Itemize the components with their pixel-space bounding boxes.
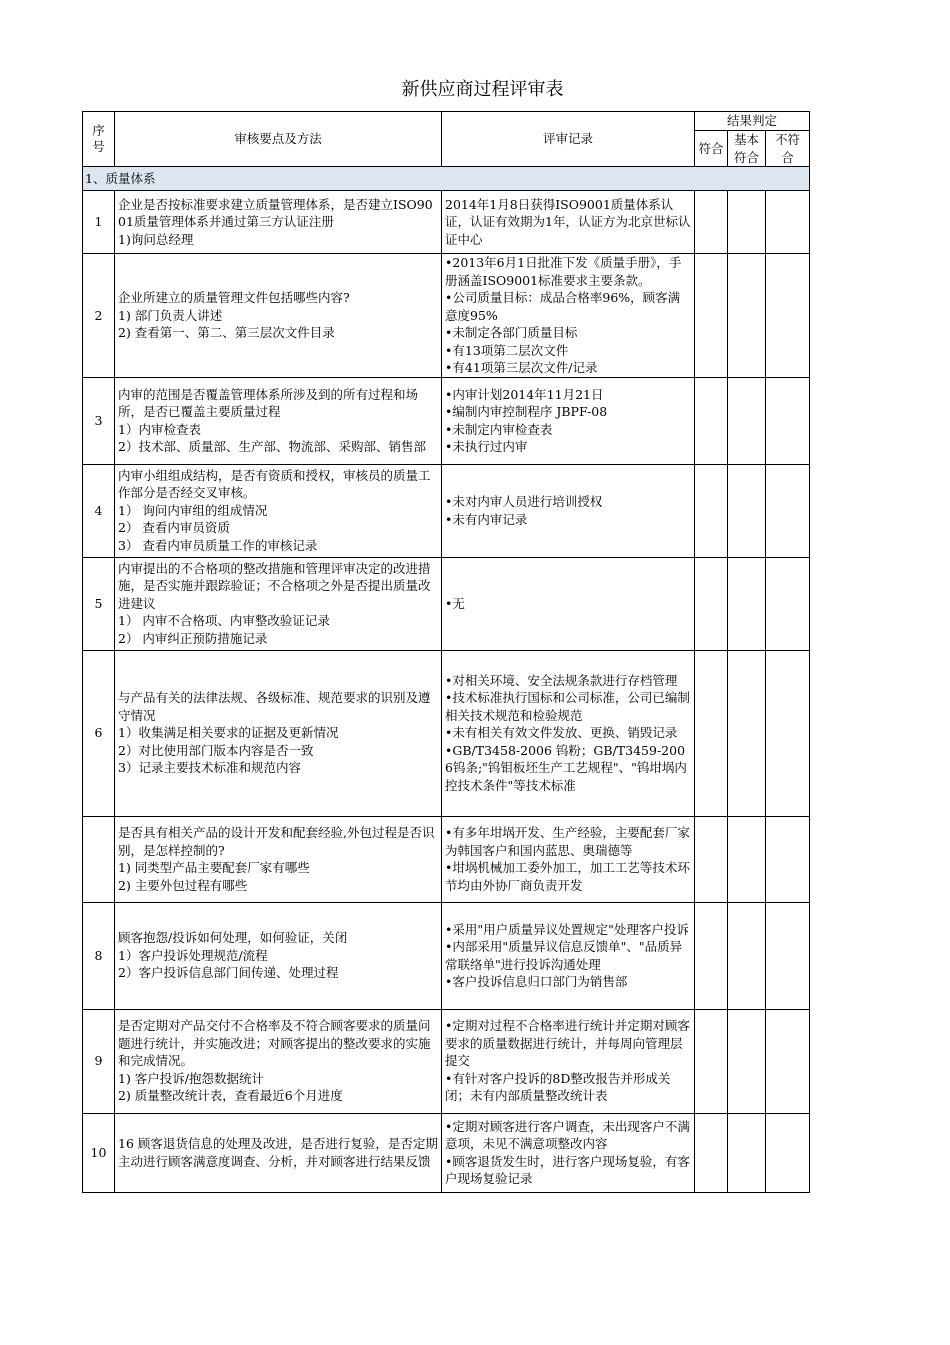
audit-point-line: 2）客户投诉信息部门间传递、处理过程 xyxy=(118,965,339,981)
audit-point-line: 企业所建立的质量管理文件包括哪些内容? xyxy=(118,290,350,305)
result-basic-conform-cell[interactable] xyxy=(728,557,766,650)
result-basic-conform-cell[interactable] xyxy=(728,902,766,1009)
review-record-line: •未有相关有效文件发放、更换、销毁记录 xyxy=(445,725,678,741)
result-conform-cell[interactable] xyxy=(695,902,728,1009)
result-basic-conform-cell[interactable] xyxy=(728,377,766,464)
audit-point-line: 是否定期对产品交付不合格率及不符合顾客要求的质量问题进行统计，并实施改进；对顾客提出的整改要求的实施和完成情况。 xyxy=(118,1018,431,1069)
result-nonconform-cell[interactable] xyxy=(766,464,810,557)
row-seq: 8 xyxy=(83,902,115,1009)
audit-point-line: 企业是否按标准要求建立质量管理体系，是否建立ISO9001质量管理体系并通过第三方认证注册 xyxy=(118,196,433,230)
result-nonconform-cell[interactable] xyxy=(766,377,810,464)
review-record-line: •编制内审控制程序 JBPF-08 xyxy=(445,404,608,419)
row-seq: 3 xyxy=(83,377,115,464)
table-row xyxy=(83,1113,810,1192)
row-seq: 1 xyxy=(83,191,115,254)
audit-point-line: 2) 查看第一、第二、第三层次文件目录 xyxy=(118,325,335,340)
review-record-line: •定期对过程不合格率进行统计并定期对顾客要求的质量数据进行统计，并每周向管理层提交 xyxy=(445,1018,690,1069)
audit-point-line: 1) 部门负责人讲述 xyxy=(118,307,223,323)
result-conform-cell[interactable] xyxy=(695,816,728,902)
row-review-record xyxy=(442,557,695,650)
result-conform-cell[interactable] xyxy=(695,254,728,378)
result-nonconform-cell[interactable] xyxy=(766,650,810,816)
row-seq: 10 xyxy=(83,1113,115,1192)
row-seq: 2 xyxy=(83,254,115,378)
review-record-line: •有41项第三层次文件/记录 xyxy=(445,360,598,375)
audit-point-line: 2）对比使用部门版本内容是否一致 xyxy=(118,742,314,758)
row-review-record xyxy=(442,254,695,378)
result-conform-cell[interactable] xyxy=(695,464,728,557)
audit-point-line: 内审的范围是否覆盖管理体系所涉及到的所有过程和场所，是否已覆盖主要质量过程 xyxy=(118,386,419,419)
review-record-line: •对相关环境、安全法规条款进行存档管理 xyxy=(445,672,678,688)
audit-point-line: 1） 内审不合格项、内审整改验证记录 xyxy=(118,613,330,629)
audit-point-line: 1） 询问内审组的组成情况 xyxy=(118,502,268,518)
audit-point-line: 2） 内审纠正预防措施记录 xyxy=(118,630,268,646)
row-audit-points xyxy=(115,464,442,557)
review-record-line: •顾客退货发生时，进行客户现场复验，有客户现场复验记录 xyxy=(445,1153,690,1186)
result-conform-cell[interactable] xyxy=(695,1113,728,1192)
row-audit-points xyxy=(115,1009,442,1113)
audit-point-line: 1) 客户投诉/抱怨数据统计 xyxy=(118,1070,265,1086)
row-audit-points xyxy=(115,191,442,254)
audit-point-line: 1）收集满足相关要求的证据及更新情况 xyxy=(118,725,339,741)
table-row xyxy=(83,191,810,254)
row-seq: 5 xyxy=(83,557,115,650)
result-nonconform-cell[interactable] xyxy=(766,902,810,1009)
result-basic-conform-cell[interactable] xyxy=(728,650,766,816)
review-record-line: •未制定各部门质量目标 xyxy=(445,325,578,340)
table-row xyxy=(83,557,810,650)
row-audit-points xyxy=(115,557,442,650)
review-record-line: •内审计划2014年11月21日 xyxy=(445,386,604,402)
result-conform-cell[interactable] xyxy=(695,1009,728,1113)
table-row xyxy=(83,377,810,464)
header-seq: 序 号 xyxy=(83,112,115,167)
header-conform: 符合 xyxy=(695,131,728,167)
result-basic-conform-cell[interactable] xyxy=(728,816,766,902)
row-seq: 9 xyxy=(83,1009,115,1113)
review-record-line: •未有内审记录 xyxy=(445,511,528,527)
table-row xyxy=(83,902,810,1009)
result-conform-cell[interactable] xyxy=(695,191,728,254)
audit-point-line: 2) 质量整改统计表，查看最近6个月进度 xyxy=(118,1088,343,1104)
audit-point-line: 是否具有相关产品的设计开发和配套经验,外包过程是否识别，是怎样控制的? xyxy=(118,825,435,858)
result-nonconform-cell[interactable] xyxy=(766,816,810,902)
review-record-line: 2014年1月8日获得ISO9001质量体系认证，认证有效期为1年，认证方为北京世标认证中心 xyxy=(445,196,691,247)
review-record-line: •2013年6月1日批准下发《质量手册》，手册涵盖ISO9001标准要求主要条款。 xyxy=(445,255,682,288)
row-review-record xyxy=(442,816,695,902)
row-review-record xyxy=(442,464,695,557)
audit-point-line: 内审提出的不合格项的整改措施和管理评审决定的改进措施，是否实施并跟踪验证；不合格项之外是否提出质量改进建议 xyxy=(118,560,431,611)
review-record-line: •坩埚机械加工委外加工，加工工艺等技术环节均由外协厂商负责开发 xyxy=(445,860,690,893)
audit-point-line: 3）记录主要技术标准和规范内容 xyxy=(118,760,301,776)
row-audit-points xyxy=(115,650,442,816)
result-conform-cell[interactable] xyxy=(695,377,728,464)
review-record-line: •GB/T3458-2006 钨粉；GB/T3459-2006钨条;"钨钼板坯生产工艺规程"、"钨坩埚内控技术条件"等技术标准 xyxy=(445,742,687,793)
result-basic-conform-cell[interactable] xyxy=(728,464,766,557)
row-review-record xyxy=(442,1113,695,1192)
review-record-line: •有针对客户投诉的8D整改报告并形成关闭；未有内部质量整改统计表 xyxy=(445,1070,671,1104)
section-quality-system: 1、质量体系 xyxy=(83,167,810,191)
audit-point-line: 1) 同类型产品主要配套厂家有哪些 xyxy=(118,860,310,875)
row-seq: 6 xyxy=(83,650,115,816)
table-row xyxy=(83,464,810,557)
row-audit-points xyxy=(115,902,442,1009)
row-audit-points xyxy=(115,254,442,378)
result-basic-conform-cell[interactable] xyxy=(728,1113,766,1192)
row-review-record xyxy=(442,191,695,254)
row-review-record xyxy=(442,650,695,816)
result-nonconform-cell[interactable] xyxy=(766,254,810,378)
review-record-line: •定期对顾客进行客户调查，未出现客户不满意项，未见不满意项整改内容 xyxy=(445,1118,690,1151)
audit-point-line: 2）技术部、质量部、生产部、物流部、采购部、销售部 xyxy=(118,439,426,454)
header-record: 评审记录 xyxy=(442,112,695,167)
table-row xyxy=(83,254,810,378)
audit-point-line: 2) 主要外包过程有哪些 xyxy=(118,877,248,893)
review-record-line: •未对内审人员进行培训授权 xyxy=(445,494,603,509)
audit-point-line: 顾客抱怨/投诉如何处理，如何验证，关闭 xyxy=(118,930,348,946)
review-record-line: •客户投诉信息归口部门为销售部 xyxy=(445,974,628,989)
row-audit-points xyxy=(115,816,442,902)
result-basic-conform-cell[interactable] xyxy=(728,254,766,378)
header-points: 审核要点及方法 xyxy=(115,112,442,167)
result-basic-conform-cell[interactable] xyxy=(728,1009,766,1113)
form-title: 新供应商过程评审表 xyxy=(401,79,564,100)
audit-point-line: 1）客户投诉处理规范/流程 xyxy=(118,947,268,963)
result-nonconform-cell[interactable] xyxy=(766,1113,810,1192)
table-row xyxy=(83,816,810,902)
header-basic-conform: 基本 符合 xyxy=(728,131,766,167)
review-record-line: •采用"用户质量异议处置规定"处理客户投诉 xyxy=(445,921,689,937)
header-result: 结果判定 xyxy=(695,112,810,131)
audit-point-line: 16 顾客退货信息的处理及改进，是否进行复验，是否定期主动进行顾客满意度调查、分析，并对顾客进行结果反馈 xyxy=(118,1136,438,1169)
review-table xyxy=(82,111,810,1193)
table-row xyxy=(83,650,810,816)
row-review-record xyxy=(442,1009,695,1113)
result-nonconform-cell[interactable] xyxy=(766,557,810,650)
result-conform-cell[interactable] xyxy=(695,650,728,816)
result-nonconform-cell[interactable] xyxy=(766,191,810,254)
review-record-line: •技术标准执行国标和公司标准，公司已编制相关技术规范和检验规范 xyxy=(445,690,690,723)
review-record-line: •有多年坩埚开发、生产经验，主要配套厂家为韩国客户和国内蓝思、奥瑞德等 xyxy=(445,825,690,858)
review-record-line: •未执行过内审 xyxy=(445,439,528,454)
row-audit-points xyxy=(115,377,442,464)
result-conform-cell[interactable] xyxy=(695,557,728,650)
row-review-record xyxy=(442,377,695,464)
review-record-line: •未制定内审检查表 xyxy=(445,421,553,437)
audit-point-line: 与产品有关的法律法规、各级标准、规范要求的识别及遵守情况 xyxy=(118,690,431,723)
header-nonconform: 不符合 xyxy=(766,131,810,167)
review-record-line: •有13项第二层次文件 xyxy=(445,342,569,358)
audit-point-line: 3） 查看内审员质量工作的审核记录 xyxy=(118,537,318,553)
table-row xyxy=(83,1009,810,1113)
audit-point-line: 2） 查看内审员资质 xyxy=(118,520,230,536)
row-review-record xyxy=(442,902,695,1009)
result-basic-conform-cell[interactable] xyxy=(728,191,766,254)
row-audit-points xyxy=(115,1113,442,1192)
audit-point-line: 内审小组组成结构，是否有资质和授权，审核员的质量工作部分是否经交叉审核。 xyxy=(118,467,431,501)
review-record-line: •公司质量目标：成品合格率96%，顾客满意度95% xyxy=(445,290,681,323)
result-nonconform-cell[interactable] xyxy=(766,1009,810,1113)
row-seq: 4 xyxy=(83,464,115,557)
row-seq xyxy=(83,816,115,902)
audit-point-line: 1）内审检查表 xyxy=(118,421,201,437)
audit-point-line: 1)询问总经理 xyxy=(118,231,194,247)
review-record-line: •无 xyxy=(445,595,465,611)
review-record-line: •内部采用"质量异议信息反馈单"、"品质异常联络单"进行投诉沟通处理 xyxy=(445,939,683,972)
